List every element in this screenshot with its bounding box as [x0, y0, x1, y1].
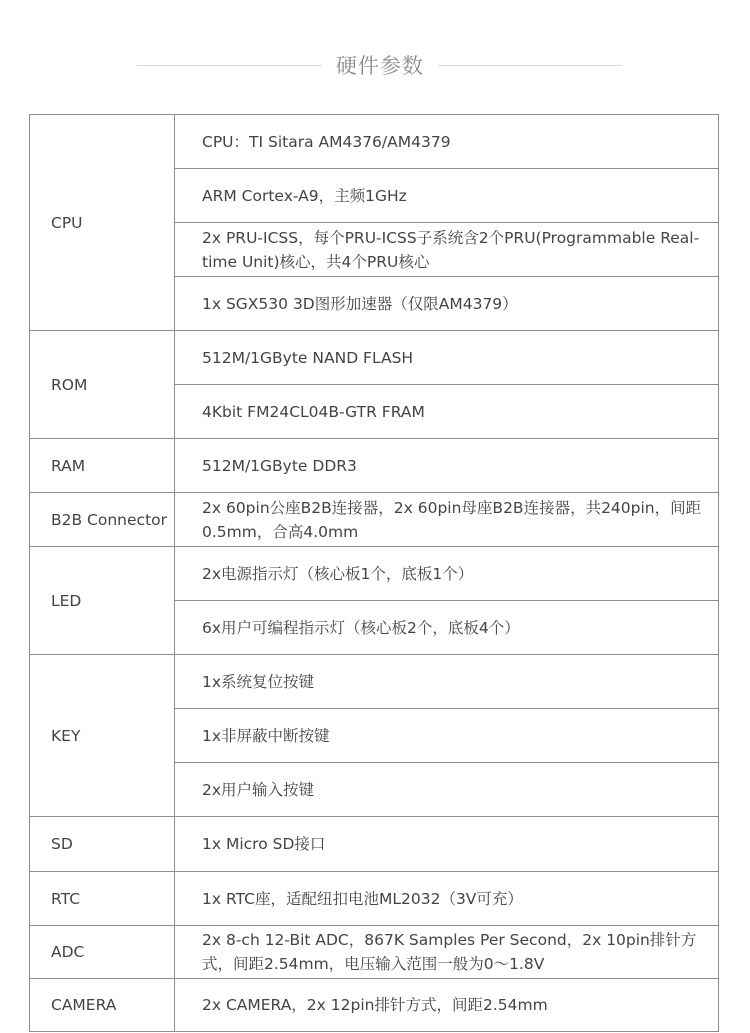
category-cell: ROM: [30, 331, 175, 439]
section-header: [0, 48, 750, 84]
table-row: [30, 493, 719, 547]
table-row: [30, 979, 719, 1032]
spec-value-cell: CPU：TI Sitara AM4376/AM4379: [175, 115, 719, 169]
table-row: [30, 817, 719, 872]
table-row: [30, 331, 719, 385]
spec-value-cell: 2x电源指示灯（核心板1个，底板1个）: [175, 547, 719, 601]
table-row: [30, 547, 719, 601]
table-row: [30, 872, 719, 926]
category-cell: KEY: [30, 655, 175, 817]
spec-value-cell: 2x用户输入按键: [175, 763, 719, 817]
category-cell: B2B Connector: [30, 493, 175, 547]
spec-value-cell: 512M/1GByte DDR3: [175, 439, 719, 493]
category-cell: CAMERA: [30, 979, 175, 1032]
spec-value-cell: ARM Cortex-A9，主频1GHz: [175, 169, 719, 223]
spec-value-cell: 2x PRU-ICSS，每个PRU-ICSS子系统含2个PRU(Programmable Real-time Unit)核心，共4个PRU核心: [175, 223, 719, 277]
spec-value-cell: 1x非屏蔽中断按键: [175, 709, 719, 763]
table-row: [30, 115, 719, 169]
table-row: [30, 439, 719, 493]
category-cell: LED: [30, 547, 175, 655]
spec-value-cell: 512M/1GByte NAND FLASH: [175, 331, 719, 385]
category-cell: SD: [30, 817, 175, 872]
category-cell: ADC: [30, 926, 175, 979]
header-divider-left: [137, 65, 322, 66]
spec-value-cell: 2x 8-ch 12-Bit ADC，867K Samples Per Second，2x 10pin排针方式，间距2.54mm，电压输入范围一般为0～1.8V: [175, 926, 719, 979]
spec-value-cell: 2x 60pin公座B2B连接器，2x 60pin母座B2B连接器，共240pin，间距0.5mm，合高4.0mm: [175, 493, 719, 547]
spec-value-cell: 4Kbit FM24CL04B-GTR FRAM: [175, 385, 719, 439]
page-title: 硬件参数: [336, 54, 424, 78]
spec-value-cell: 2x CAMERA，2x 12pin排针方式，间距2.54mm: [175, 979, 719, 1032]
category-cell: CPU: [30, 115, 175, 331]
hardware-spec-table: [29, 114, 719, 1032]
table-row: [30, 655, 719, 709]
spec-value-cell: 1x Micro SD接口: [175, 817, 719, 872]
spec-value-cell: 1x RTC座，适配纽扣电池ML2032（3V可充）: [175, 872, 719, 926]
category-cell: RAM: [30, 439, 175, 493]
spec-table-body: [30, 115, 719, 1032]
spec-value-cell: 6x用户可编程指示灯（核心板2个，底板4个）: [175, 601, 719, 655]
table-row: [30, 926, 719, 979]
header-divider-right: [438, 65, 622, 66]
spec-value-cell: 1x系统复位按键: [175, 655, 719, 709]
category-cell: RTC: [30, 872, 175, 926]
spec-value-cell: 1x SGX530 3D图形加速器（仅限AM4379）: [175, 277, 719, 331]
